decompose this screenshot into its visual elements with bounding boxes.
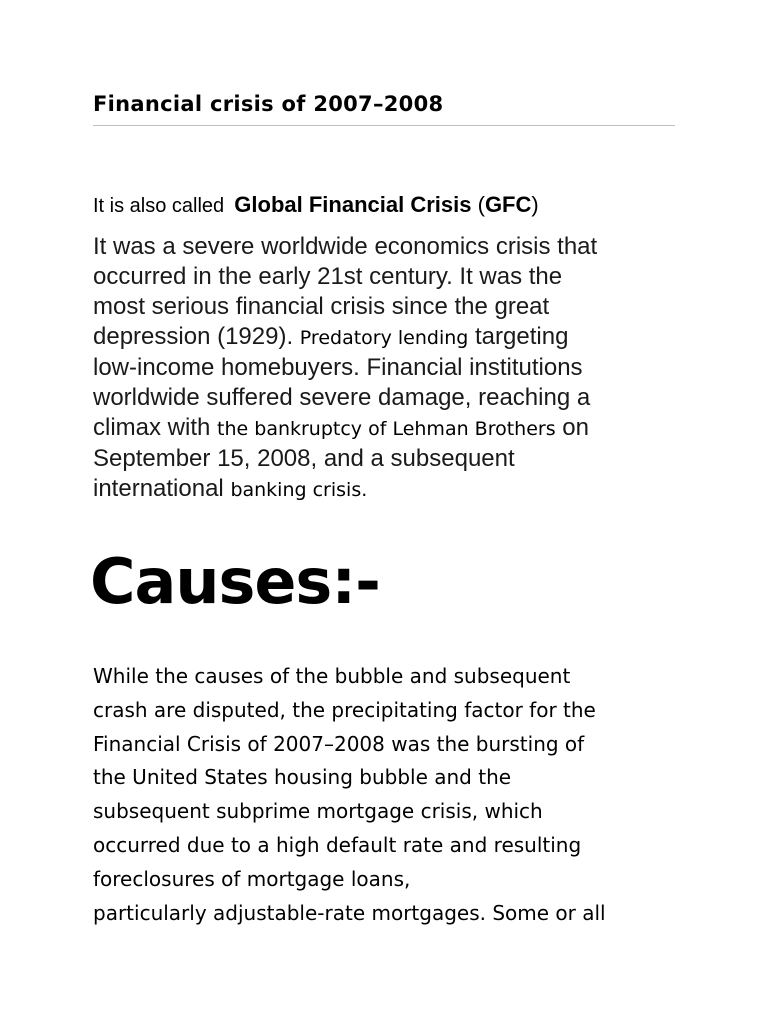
overview-line: occurred in the early 21st century. It was the [93,263,563,290]
overview-line: low-income homebuyers. Financial institutions [93,354,583,381]
intro-abbreviation: GFC [484,192,532,217]
causes-line: foreclosures of mortgage loans, [93,866,411,891]
predatory-lending-phrase: Predatory lending [299,327,469,349]
intro-lead: It is also called [93,195,225,217]
causes-line: occurred due to a high default rate and resulting [93,832,582,857]
page-title: Financial crisis of 2007–2008 [93,92,444,116]
causes-line: particularly adjustable-rate mortgages. Some or all [93,900,606,925]
overview-line: September 15, 2008, and a subsequent [93,445,515,472]
overview-line: It was a severe worldwide economics crisis that [93,233,598,260]
causes-line: crash are disputed, the precipitating factor for the [93,697,596,722]
overview-line: worldwide suffered severe damage, reaching a [93,384,591,411]
overview-line: depression (1929). Predatory lending targeting [93,323,569,350]
intro-crisis-name: Global Financial Crisis [234,192,472,217]
intro-close-paren: ) [531,192,539,217]
causes-line: subsequent subprime mortgage crisis, which [93,799,543,824]
causes-line: While the causes of the bubble and subsequent [93,664,571,688]
causes-heading: Causes:- [90,545,380,618]
causes-line: Financial Crisis of 2007–2008 was the bursting of [93,731,585,756]
causes-paragraph [93,660,683,930]
overview-paragraph [93,232,683,505]
title-underline [93,125,675,126]
causes-line: the United States housing bubble and the [93,765,512,790]
intro-line [93,192,539,218]
overview-line: climax with the bankruptcy of Lehman Brothers on [93,414,589,441]
lehman-phrase: the bankruptcy of Lehman Brothers [217,418,556,440]
intro-open-paren: ( [471,192,485,217]
overview-line: international banking crisis. [93,475,368,502]
banking-crisis-phrase: banking crisis. [230,479,368,501]
overview-line: most serious financial crisis since the great [93,293,550,320]
